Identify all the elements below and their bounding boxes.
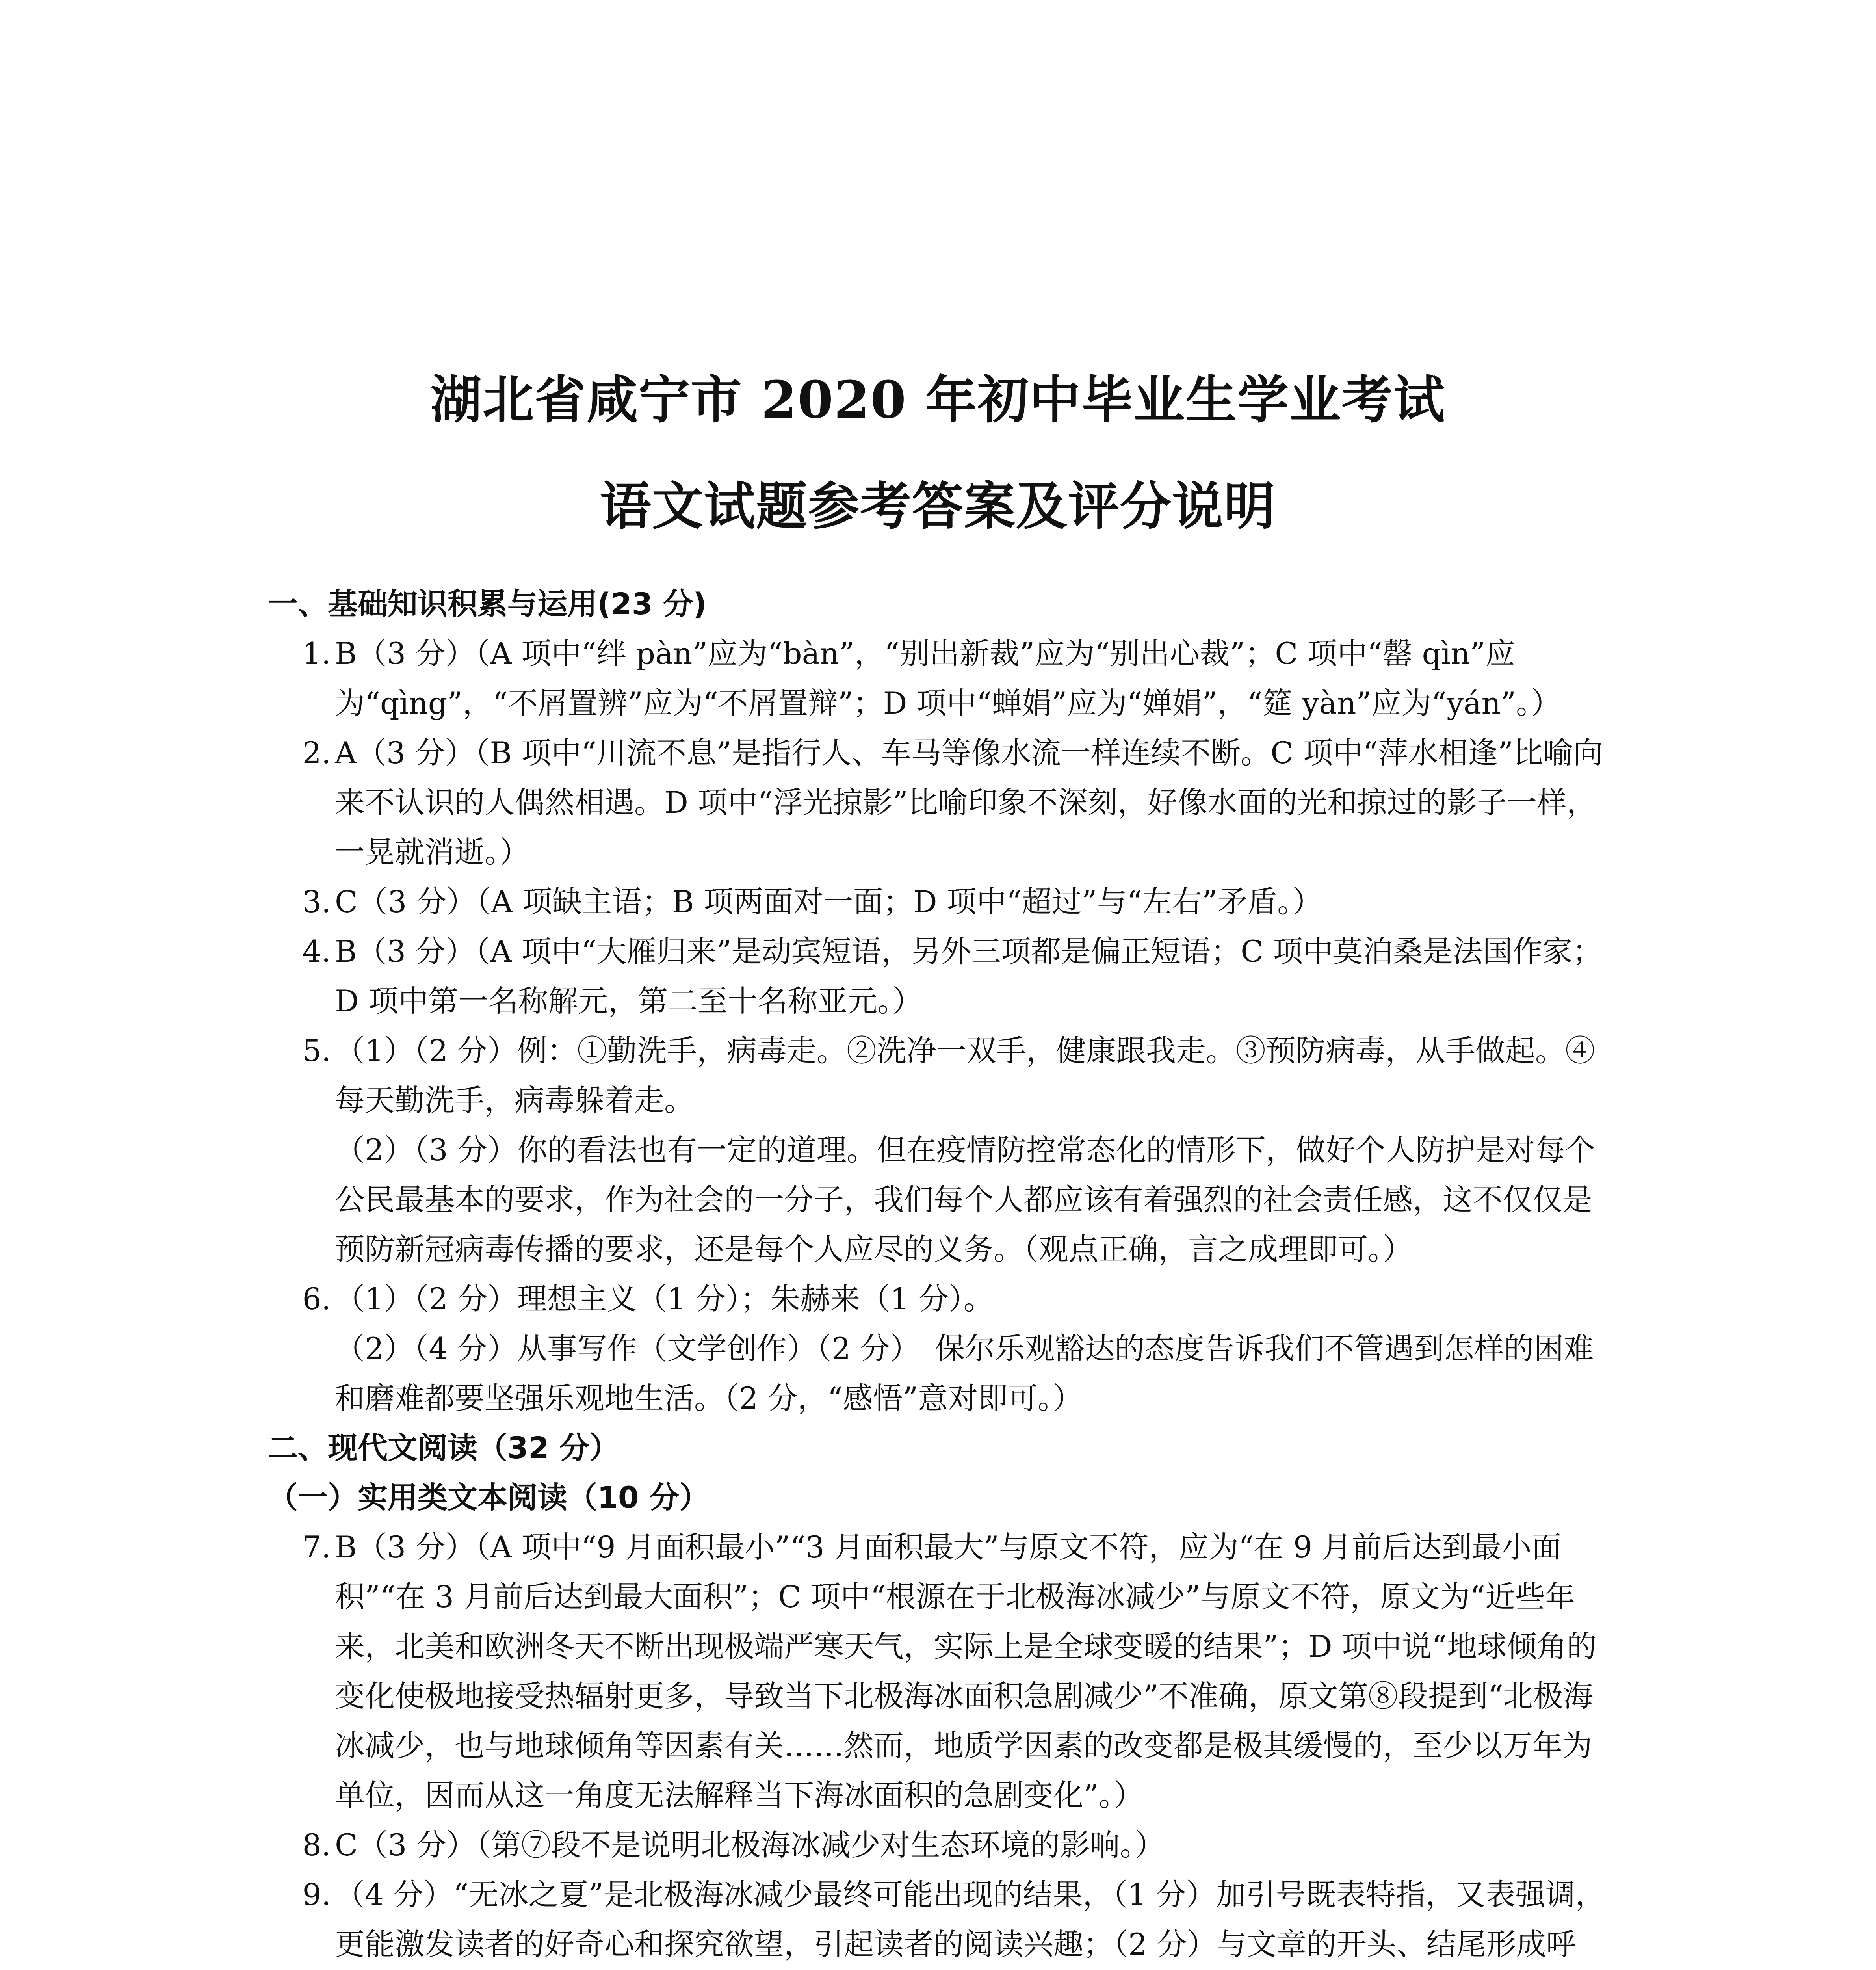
answer-body bbox=[335, 629, 1607, 728]
answer-number: 1. bbox=[302, 636, 331, 671]
subsection-heading: （一）实用类文本阅读（10 分） bbox=[268, 1480, 710, 1515]
answer-item bbox=[268, 927, 1607, 1026]
answer-body bbox=[335, 1870, 1607, 1970]
document-subtitle bbox=[0, 473, 1876, 540]
answer-content bbox=[268, 579, 1607, 1970]
section-heading: 一、基础知识积累与运用(23 分) bbox=[268, 586, 707, 621]
answer-text: B（3 分）（A 项中“9 月面积最小”“3 月面积最大”与原文不符，应为“在 9 月前后达到最小面积”“在 3 月前后达到最大面积”；C 项中“根源在于北极海冰减少”与原文不符，原文为“近些年来，北美和欧洲冬天不断出现极端严寒天气，实际上是全球变暖的结果”；D 项中说“地球倾角的变化使极地接受热辐射更多，导致当下北极海冰面积急剧减少”不准确，原文第⑧段提到“北极海冰减少，也与地球倾角等因素有关……然而，地质学因素的改变都是极其缓慢的，至少以万年为单位，因而从这一角度无法解释当下海冰面积的急剧变化”。） bbox=[335, 1530, 1597, 1813]
answer-body bbox=[335, 927, 1607, 1026]
section-heading: 二、现代文阅读（32 分） bbox=[268, 1430, 620, 1465]
answer-item bbox=[268, 1870, 1607, 1970]
answer-number: 4. bbox=[302, 934, 331, 969]
answer-text: （1）（2 分）例：①勤洗手，病毒走。②洗净一双手，健康跟我走。③预防病毒，从手做起。④每天勤洗手，病毒躲着走。 bbox=[335, 1033, 1595, 1118]
answer-item bbox=[268, 1820, 1607, 1870]
answer-text: （2）（3 分）你的看法也有一定的道理。但在疫情防控常态化的情形下，做好个人防护是对每个公民最基本的要求，作为社会的一分子，我们每个人都应该有着强烈的社会责任感，这不仅仅是预防新冠病毒传播的要求，还是每个人应尽的义务。（观点正确，言之成理即可。） bbox=[335, 1132, 1595, 1267]
answer-item bbox=[268, 728, 1607, 877]
answer-number: 7. bbox=[302, 1530, 331, 1565]
answer-item bbox=[268, 1522, 1607, 1820]
answer-number: 9. bbox=[302, 1877, 331, 1912]
answer-text: （4 分）“无冰之夏”是北极海冰减少最终可能出现的结果，（1 分）加引号既表特指，又表强调，更能激发读者的好奇心和探究欲望，引起读者的阅读兴趣；（2 分）与文章的开头、结尾形成呼 bbox=[335, 1877, 1605, 1962]
answer-item bbox=[268, 877, 1607, 927]
answer-item bbox=[268, 1026, 1607, 1274]
answer-text: B（3 分）（A 项中“绊 pàn”应为“bàn”，“别出新裁”应为“别出心裁”；C 项中“罄 qìn”应为“qìng”，“不屑置辨”应为“不屑置辩”；D 项中“蝉娟”应为“婵娟”，“筵 yàn”应为“yán”。） bbox=[335, 636, 1561, 721]
document-title bbox=[0, 366, 1876, 433]
answer-number: 3. bbox=[302, 884, 331, 919]
answer-text: C（3 分）（A 项缺主语；B 项两面对一面；D 项中“超过”与“左右”矛盾。） bbox=[335, 884, 1322, 919]
answer-text: A（3 分）（B 项中“川流不息”是指行人、车马等像水流一样连续不断。C 项中“萍水相逢”比喻向来不认识的人偶然相遇。D 项中“浮光掠影”比喻印象不深刻，好像水面的光和掠过的影子一样，一晃就消逝。） bbox=[335, 735, 1603, 870]
answer-body bbox=[335, 1820, 1607, 1870]
answer-text: C（3 分）（第⑦段不是说明北极海冰减少对生态环境的影响。） bbox=[335, 1827, 1165, 1862]
answer-item bbox=[268, 1274, 1607, 1423]
answer-body bbox=[335, 877, 1607, 927]
answer-number: 5. bbox=[302, 1033, 331, 1068]
answer-body bbox=[335, 728, 1607, 877]
answer-body bbox=[335, 1026, 1607, 1274]
answer-body bbox=[335, 1522, 1607, 1820]
answer-number: 2. bbox=[302, 735, 331, 770]
answer-body bbox=[335, 1274, 1607, 1423]
title-line-2: 语文试题参考答案及评分说明 bbox=[600, 476, 1276, 536]
title-line-1: 湖北省咸宁市 2020 年初中毕业生学业考试 bbox=[430, 370, 1446, 430]
answer-text: （1）（2 分）理想主义（1 分）；朱赫来（1 分）。 bbox=[335, 1281, 994, 1316]
answer-number: 6. bbox=[302, 1281, 331, 1316]
answer-item bbox=[268, 629, 1607, 728]
answer-text: （2）（4 分）从事写作（文学创作）（2 分） 保尔乐观豁达的态度告诉我们不管遇到怎样的困难和磨难都要坚强乐观地生活。（2 分，“感悟”意对即可。） bbox=[335, 1331, 1594, 1416]
answer-number: 8. bbox=[302, 1827, 331, 1862]
answer-text: B（3 分）（A 项中“大雁归来”是动宾短语，另外三项都是偏正短语；C 项中莫泊桑是法国作家；D 项中第一名称解元，第二至十名称亚元。） bbox=[335, 934, 1603, 1018]
